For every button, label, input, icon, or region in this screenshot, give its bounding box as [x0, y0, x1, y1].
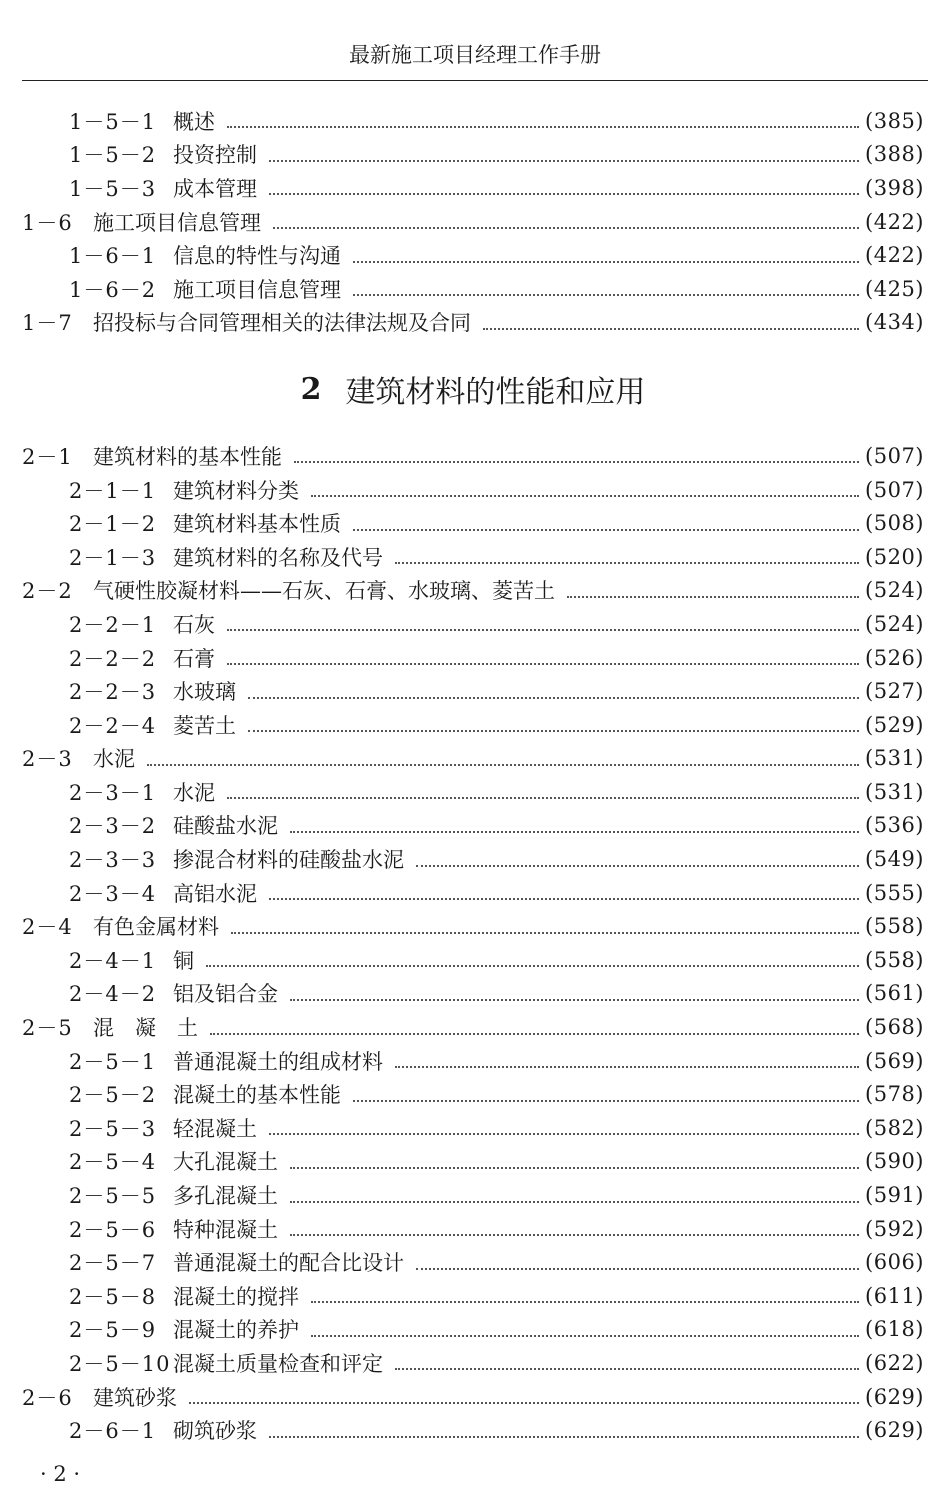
toc-entry-title: 概述 — [173, 109, 215, 134]
dot-leader — [231, 931, 859, 934]
toc-entry-number: 2－3－2 — [69, 814, 157, 839]
toc-entry-page: (422) — [865, 243, 924, 268]
toc-entry-subsection[interactable] — [22, 104, 924, 138]
toc-entry-page: (591) — [865, 1183, 924, 1208]
dot-leader — [395, 1065, 859, 1068]
dot-leader — [353, 293, 859, 296]
toc-entry-number: 1－5－2 — [69, 143, 157, 168]
dot-leader — [210, 1032, 859, 1035]
dot-leader — [189, 1401, 859, 1404]
toc-entry-title: 水泥 — [173, 780, 215, 805]
toc-entry-title: 石膏 — [173, 646, 215, 671]
toc-entry-subsection[interactable] — [22, 272, 924, 306]
toc-entry-title: 掺混合材料的硅酸盐水泥 — [173, 848, 404, 873]
toc-entry-title: 混凝土的搅拌 — [173, 1284, 299, 1309]
toc-entry-title: 砌筑砂浆 — [173, 1419, 257, 1444]
dot-leader — [311, 1334, 859, 1337]
toc-entry-number: 1－7 — [22, 311, 73, 336]
toc-entry-number: 1－5－1 — [69, 109, 157, 134]
toc-entry-subsection[interactable] — [22, 1077, 924, 1111]
toc-entry-number: 2－2－4 — [69, 713, 157, 738]
toc-entry-page: (578) — [865, 1082, 924, 1107]
toc-entry-subsection[interactable] — [22, 1279, 924, 1313]
toc-entry-number: 2－5 — [22, 1016, 73, 1041]
toc-entry-subsection[interactable] — [22, 1145, 924, 1179]
toc-entry-subsection[interactable] — [22, 876, 924, 910]
toc-entry-page: (422) — [865, 209, 924, 234]
toc-entry-page: (622) — [865, 1350, 924, 1375]
toc-entry-page: (558) — [865, 914, 924, 939]
toc-entry-number: 2－3－4 — [69, 881, 157, 906]
toc-entry-number: 2－1－1 — [69, 478, 157, 503]
toc-entry-title: 招投标与合同管理相关的法律法规及合同 — [93, 311, 471, 336]
dot-leader — [416, 864, 859, 867]
dot-leader — [227, 125, 859, 128]
toc-entry-number: 2－3－1 — [69, 780, 157, 805]
dot-leader — [311, 494, 859, 497]
chapter-number: 2 — [300, 371, 322, 407]
toc-entry-number: 2－6 — [22, 1385, 73, 1410]
toc-entry-number: 2－1 — [22, 444, 73, 469]
toc-entry-page: (618) — [865, 1317, 924, 1342]
dot-leader — [227, 796, 859, 799]
toc-entry-title: 建筑材料分类 — [173, 478, 299, 503]
toc-entry-page: (425) — [865, 276, 924, 301]
toc-entry-page: (590) — [865, 1149, 924, 1174]
toc-entry-title: 特种混凝土 — [173, 1217, 278, 1242]
toc-entry-title: 石灰 — [173, 612, 215, 637]
toc-entry-page: (434) — [865, 310, 924, 335]
toc-entry-title: 菱苦土 — [173, 713, 236, 738]
toc-entry-title: 施工项目信息管理 — [93, 210, 261, 235]
dot-leader — [290, 1166, 859, 1169]
toc-entry-subsection[interactable] — [22, 1313, 924, 1347]
toc-entry-number: 1－6－1 — [69, 244, 157, 269]
toc-entry-page: (524) — [865, 611, 924, 636]
toc-entry-subsection[interactable] — [22, 1111, 924, 1145]
dot-leader — [294, 460, 859, 463]
toc-entry-page: (507) — [865, 477, 924, 502]
toc-entry-number: 2－5－9 — [69, 1318, 157, 1343]
toc-entry-subsection[interactable] — [22, 171, 924, 205]
toc-entry-number: 2－5－1 — [69, 1049, 157, 1074]
toc-entry-title: 普通混凝土的配合比设计 — [173, 1251, 404, 1276]
toc-entry-section[interactable] — [22, 306, 924, 340]
toc-entry-number: 1－6 — [22, 210, 73, 235]
dot-leader — [227, 662, 859, 665]
toc-entry-title: 施工项目信息管理 — [173, 277, 341, 302]
toc-entry-subsection[interactable] — [22, 540, 924, 574]
toc-entry-number: 2－5－4 — [69, 1150, 157, 1175]
toc-entry-title: 建筑材料基本性质 — [173, 512, 341, 537]
dot-leader — [269, 1132, 859, 1135]
toc-entry-title: 大孔混凝土 — [173, 1150, 278, 1175]
toc-entry-subsection[interactable] — [22, 138, 924, 172]
toc-entry-title: 多孔混凝土 — [173, 1184, 278, 1209]
chapter-title: 建筑材料的性能和应用 — [345, 375, 646, 411]
dot-leader — [311, 1300, 859, 1303]
toc-entry-page: (524) — [865, 578, 924, 603]
toc-entry-title: 轻混凝土 — [173, 1116, 257, 1141]
toc-entry-subsection[interactable] — [22, 238, 924, 272]
toc-entry-title: 铜 — [173, 948, 194, 973]
toc-entry-page: (629) — [865, 1384, 924, 1409]
toc-entry-subsection[interactable] — [22, 1044, 924, 1078]
toc-entry-number: 2－3－3 — [69, 848, 157, 873]
toc-entry-number: 1－5－3 — [69, 176, 157, 201]
toc-entry-page: (531) — [865, 779, 924, 804]
toc-entry-number: 2－2－3 — [69, 680, 157, 705]
toc-entry-title: 普通混凝土的组成材料 — [173, 1049, 383, 1074]
toc-entry-subsection[interactable] — [22, 1212, 924, 1246]
toc-entry-title: 投资控制 — [173, 143, 257, 168]
toc-entry-section[interactable] — [22, 909, 924, 943]
toc-entry-section[interactable] — [22, 742, 924, 776]
toc-entry-subsection[interactable] — [22, 674, 924, 708]
toc-entry-subsection[interactable] — [22, 977, 924, 1011]
toc-entry-title: 水泥 — [93, 747, 135, 772]
dot-leader — [353, 260, 859, 263]
toc-entry-page: (398) — [865, 175, 924, 200]
toc-entry-subsection[interactable] — [22, 708, 924, 742]
toc-entry-title: 硅酸盐水泥 — [173, 814, 278, 839]
dot-leader — [269, 1435, 859, 1438]
toc-entry-page: (569) — [865, 1048, 924, 1073]
dot-leader — [483, 327, 859, 330]
dot-leader — [290, 1200, 859, 1203]
running-header — [22, 40, 928, 81]
toc-entry-title: 气硬性胶凝材料——石灰、石膏、水玻璃、菱苦土 — [93, 579, 555, 604]
toc-entry-title: 建筑砂浆 — [93, 1385, 177, 1410]
toc-entry-page: (529) — [865, 712, 924, 737]
toc-entry-page: (561) — [865, 981, 924, 1006]
dot-leader — [353, 1099, 859, 1102]
toc-entry-title: 有色金属材料 — [93, 915, 219, 940]
toc-entry-number: 2－5－8 — [69, 1284, 157, 1309]
toc-entry-page: (526) — [865, 645, 924, 670]
toc-entry-number: 2－5－3 — [69, 1116, 157, 1141]
dot-leader — [248, 696, 859, 699]
toc-entry-title: 混凝土的养护 — [173, 1318, 299, 1343]
dot-leader — [290, 998, 859, 1001]
toc-entry-page: (536) — [865, 813, 924, 838]
toc-entry-number: 1－6－2 — [69, 277, 157, 302]
toc-entry-title: 混凝土的基本性能 — [173, 1083, 341, 1108]
toc-entry-number: 2－5－2 — [69, 1083, 157, 1108]
toc-entry-subsection[interactable] — [22, 506, 924, 540]
toc-section-chapter-1 — [22, 104, 924, 339]
toc-entry-subsection[interactable] — [22, 641, 924, 675]
toc-entry-number: 2－5－7 — [69, 1251, 157, 1276]
toc-entry-number: 2－5－5 — [69, 1184, 157, 1209]
toc-entry-subsection[interactable] — [22, 473, 924, 507]
dot-leader — [269, 192, 859, 195]
toc-entry-page: (568) — [865, 1015, 924, 1040]
toc-entry-title: 高铝水泥 — [173, 881, 257, 906]
toc-entry-title: 建筑材料的基本性能 — [93, 444, 282, 469]
toc-entry-page: (388) — [865, 142, 924, 167]
dot-leader — [290, 1233, 859, 1236]
dot-leader — [290, 830, 859, 833]
toc-entry-page: (520) — [865, 544, 924, 569]
toc-entry-number: 2－5－10 — [69, 1351, 171, 1376]
dot-leader — [248, 729, 859, 732]
toc-entry-title: 混凝土质量检查和评定 — [173, 1351, 383, 1376]
toc-entry-page: (385) — [865, 108, 924, 133]
toc-entry-page: (527) — [865, 679, 924, 704]
toc-entry-subsection[interactable] — [22, 775, 924, 809]
toc-entry-title: 水玻璃 — [173, 680, 236, 705]
dot-leader — [416, 1267, 859, 1270]
table-of-contents — [22, 104, 924, 1447]
toc-entry-page: (611) — [865, 1283, 924, 1308]
dot-leader — [395, 1367, 859, 1370]
toc-entry-subsection[interactable] — [22, 1178, 924, 1212]
toc-entry-page: (531) — [865, 746, 924, 771]
dot-leader — [353, 528, 859, 531]
toc-entry-number: 2－2－2 — [69, 646, 157, 671]
dot-leader — [147, 763, 859, 766]
toc-entry-subsection[interactable] — [22, 1346, 924, 1380]
toc-entry-subsection[interactable] — [22, 809, 924, 843]
toc-entry-subsection[interactable] — [22, 607, 924, 641]
toc-entry-title: 信息的特性与沟通 — [173, 244, 341, 269]
toc-entry-subsection[interactable] — [22, 842, 924, 876]
dot-leader — [227, 628, 859, 631]
toc-entry-page: (592) — [865, 1216, 924, 1241]
toc-entry-number: 2－1－3 — [69, 545, 157, 570]
toc-entry-page: (582) — [865, 1115, 924, 1140]
toc-entry-section[interactable] — [22, 574, 924, 608]
toc-entry-number: 2－5－6 — [69, 1217, 157, 1242]
toc-entry-section[interactable] — [22, 205, 924, 239]
toc-entry-page: (507) — [865, 443, 924, 468]
toc-entry-number: 2－2－1 — [69, 612, 157, 637]
book-title: 最新施工项目经理工作手册 — [349, 43, 601, 67]
toc-entry-number: 2－6－1 — [69, 1419, 157, 1444]
toc-entry-subsection[interactable] — [22, 943, 924, 977]
toc-entry-title: 建筑材料的名称及代号 — [173, 545, 383, 570]
dot-leader — [273, 226, 859, 229]
dot-leader — [567, 595, 859, 598]
toc-entry-number: 2－4－2 — [69, 982, 157, 1007]
toc-entry-page: (558) — [865, 947, 924, 972]
toc-entry-title: 铝及铝合金 — [173, 982, 278, 1007]
toc-section-chapter-2 — [22, 439, 924, 1447]
dot-leader — [269, 897, 859, 900]
toc-entry-section[interactable] — [22, 1380, 924, 1414]
dot-leader — [269, 159, 859, 162]
toc-entry-page: (508) — [865, 511, 924, 536]
toc-entry-subsection[interactable] — [22, 1413, 924, 1447]
dot-leader — [206, 964, 859, 967]
toc-entry-number: 2－4 — [22, 915, 73, 940]
toc-entry-number: 2－3 — [22, 747, 73, 772]
page-number: · 2 · — [40, 1462, 81, 1486]
chapter-heading — [22, 339, 924, 439]
toc-entry-page: (629) — [865, 1418, 924, 1443]
toc-entry-section[interactable] — [22, 439, 924, 473]
toc-entry-number: 2－2 — [22, 579, 73, 604]
toc-entry-subsection[interactable] — [22, 1245, 924, 1279]
toc-entry-page: (606) — [865, 1250, 924, 1275]
toc-entry-number: 2－4－1 — [69, 948, 157, 973]
toc-entry-title: 成本管理 — [173, 176, 257, 201]
dot-leader — [395, 561, 859, 564]
toc-entry-number: 2－1－2 — [69, 512, 157, 537]
toc-entry-title: 混 凝 土 — [93, 1016, 198, 1041]
toc-entry-page: (549) — [865, 847, 924, 872]
toc-entry-page: (555) — [865, 880, 924, 905]
toc-entry-section[interactable] — [22, 1010, 924, 1044]
